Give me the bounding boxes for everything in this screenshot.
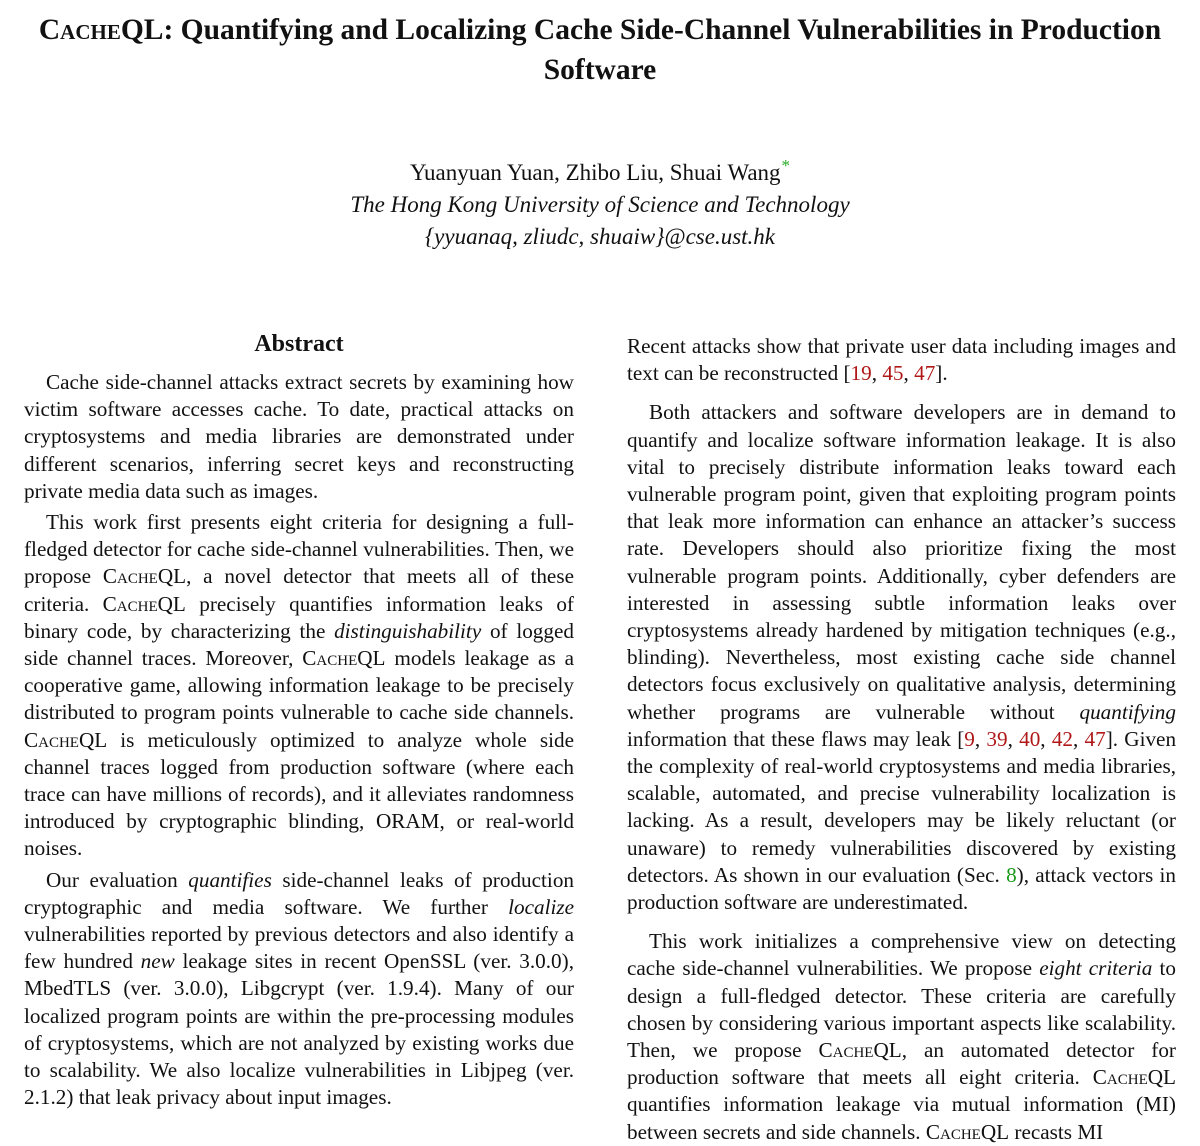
title-tool-name: CacheQL <box>38 14 164 46</box>
section-ref-link[interactable]: 8 <box>1006 862 1017 887</box>
tool-name: CacheQL <box>102 591 186 616</box>
text-run: Both attackers and software developers are in demand to quantify and localize software information leakage. It is also vital to precisely distribute information leaks toward each vulnerable program point, given that exploiting program points that leak more information can enhance an attacker’s success rate. Developers should also prioritize fixing the most vulnerable program points. Additionally, cyber defenders are interested in assessing subtle information leaks over cryptosystems already hardened by mitigation techniques (e.g., blinding). Nevertheless, most existing cache side channel detectors focus exclusively on qualitative analysis, determining whether programs are vulnerable without <box>627 400 1176 724</box>
text-run: side-channel leaks of production cryptographic and media software. We further <box>24 867 575 919</box>
emphasis: eight criteria <box>1039 956 1153 981</box>
text-run: information that these flaws may leak [ <box>627 726 965 751</box>
citation-link[interactable]: 42 <box>1051 726 1073 751</box>
citation-link[interactable]: 9 <box>964 726 975 751</box>
corresponding-author-mark: * <box>781 156 791 175</box>
text-run: ), attack vectors in production software are underestimated. <box>627 862 1176 915</box>
text-run: This work first presents eight criteria for designing a full-fledged detector for cache side-channel vulnerabilities. Then, we propose <box>24 510 574 589</box>
text-run: This work initializes a comprehensive view on detecting cache side-channel vulnerabilities. We propose <box>627 929 1176 981</box>
citation-link[interactable]: 45 <box>882 361 904 386</box>
citation-link[interactable]: 19 <box>850 361 872 386</box>
emphasis: localize <box>508 894 574 919</box>
abstract-paragraph-1: Cache side-channel attacks extract secrets by examining how victim software accesses cache. To date, practical attacks on cryptosystems and media libraries are demonstrated under different scenarios, inferring secret keys and reconstructing private media data such as images. <box>24 370 574 503</box>
text-run: to design a full-fledged detector. These criteria are carefully chosen by considering various important aspects like scalability. Then, we propose <box>627 956 1176 1063</box>
text-run: recasts MI <box>1009 1119 1104 1144</box>
text-run: ]. Given the complexity of real-world cryptosystems and media libraries, scalable, automated, and precise vulnerability localization is lacking. As a result, developers may be likely reluctant (or unaware) to remedy vulnerabilities discovered by existing detectors. As shown in our evaluation (Sec. <box>627 726 1177 887</box>
emphasis: new <box>140 949 175 974</box>
tool-name: CacheQL <box>1092 1065 1176 1090</box>
text-run: is meticulously optimized to analyze whole side channel traces logged from production software (where each trace can have millions of records), and it alleviates randomness introduced by cryptographic blinding, ORAM, or real-world noises. <box>24 727 574 861</box>
right-column <box>627 333 1176 1146</box>
tool-name: CacheQL <box>302 646 386 671</box>
citation-link[interactable]: 40 <box>1019 726 1041 751</box>
emphasis: quantifying <box>1079 699 1176 724</box>
text-run: Recent attacks show that private user data including images and text can be reconstructed [ <box>627 334 1176 386</box>
author-emails: {yyuanaq, zliudc, shuaiw}@cse.ust.hk <box>424 224 775 249</box>
abstract-paragraph-2 <box>24 509 574 863</box>
affiliation: The Hong Kong University of Science and Technology <box>350 192 850 217</box>
tool-name: CacheQL <box>818 1038 902 1063</box>
text-run: of logged side channel traces. Moreover, <box>24 618 574 671</box>
text-run: precisely quantifies information leaks of binary code, by characterizing the <box>24 591 574 643</box>
text-run: , a novel detector that meets all of these criteria. <box>24 564 574 616</box>
body-paragraph-2: Both attackers and software developers are in demand to quantify and localize software information leakage. It is also vital to precisely distribute information leaks toward each vulnerable program point, given that exploiting program points that leak more information can enhance an attacker’s success rate. Developers should also prioritize fixing the most vulnerable program points. Additionally, cyber defenders are interested in assessing subtle information leaks over cryptosystems already hardened by mitigation techniques (e.g., blinding). Nevertheless, most existing cache side channel detectors focus exclusively on qualitative analysis, determining whether programs are vulnerable without quantifying information that these flaws may leak [9, 39, 40, 42, 47]. Given the complexity of real-world cryptosystems and media libraries, scalable, automated, and precise vulnerability localization is lacking. As a result, developers may be likely reluctant (or unaware) to remedy vulnerabilities discovered by existing detectors. As shown in our evaluation (Sec. 8), attack vectors in production software are underestimated. <box>627 400 1177 915</box>
text-run: Our evaluation <box>46 867 189 892</box>
text-run: models leakage as a cooperative game, allowing information leakage to be precisely distributed to program points vulnerable to cache side channels. <box>24 646 574 725</box>
text-run: leakage sites in recent OpenSSL (ver. 3.0.0), MbedTLS (ver. 3.0.0), Libgcrypt (ver. 1.9.4). Many of our localized program points are within the pre-processing modules of cryptosystems, which are not analyzed by existing works due to scalability. We also localize vulnerabilities in Libjpeg (ver. 2.1.2) that leak privacy about input images. <box>24 949 574 1110</box>
text-run: ]. <box>935 361 948 386</box>
citation-link[interactable]: 47 <box>914 361 936 386</box>
left-column <box>24 328 574 1111</box>
emphasis: distinguishability <box>334 618 482 643</box>
text-run: quantifies information leakage via mutual information (MI) between secrets and side channels. <box>627 1092 1176 1144</box>
author-names: Yuanyuan Yuan, Zhibo Liu, Shuai Wang <box>409 160 781 185</box>
author-block <box>0 150 1200 253</box>
author-line <box>0 150 1200 189</box>
text-run: , an automated detector for production software that meets all eight criteria. <box>627 1038 1176 1090</box>
emphasis: quantifies <box>188 867 272 892</box>
tool-name: CacheQL <box>925 1119 1010 1144</box>
tool-name: CacheQL <box>102 564 187 589</box>
paper-title <box>20 10 1180 90</box>
citation-link[interactable]: 47 <box>1084 726 1106 751</box>
body-paragraph-3 <box>627 928 1176 1146</box>
tool-name: CacheQL <box>24 727 108 752</box>
citation-link[interactable]: 39 <box>986 726 1008 751</box>
abstract-heading: Abstract <box>254 331 344 357</box>
abstract-paragraph-3 <box>24 867 574 1112</box>
body-paragraph-1: Recent attacks show that private user data including images and text can be reconstructed [19, 45, 47]. <box>627 334 1176 386</box>
text-run: vulnerabilities reported by previous detectors and also identify a few hundred <box>24 922 574 974</box>
title-text: : Quantifying and Localizing Cache Side-Channel Vulnerabilities in Production Software <box>163 14 1162 86</box>
